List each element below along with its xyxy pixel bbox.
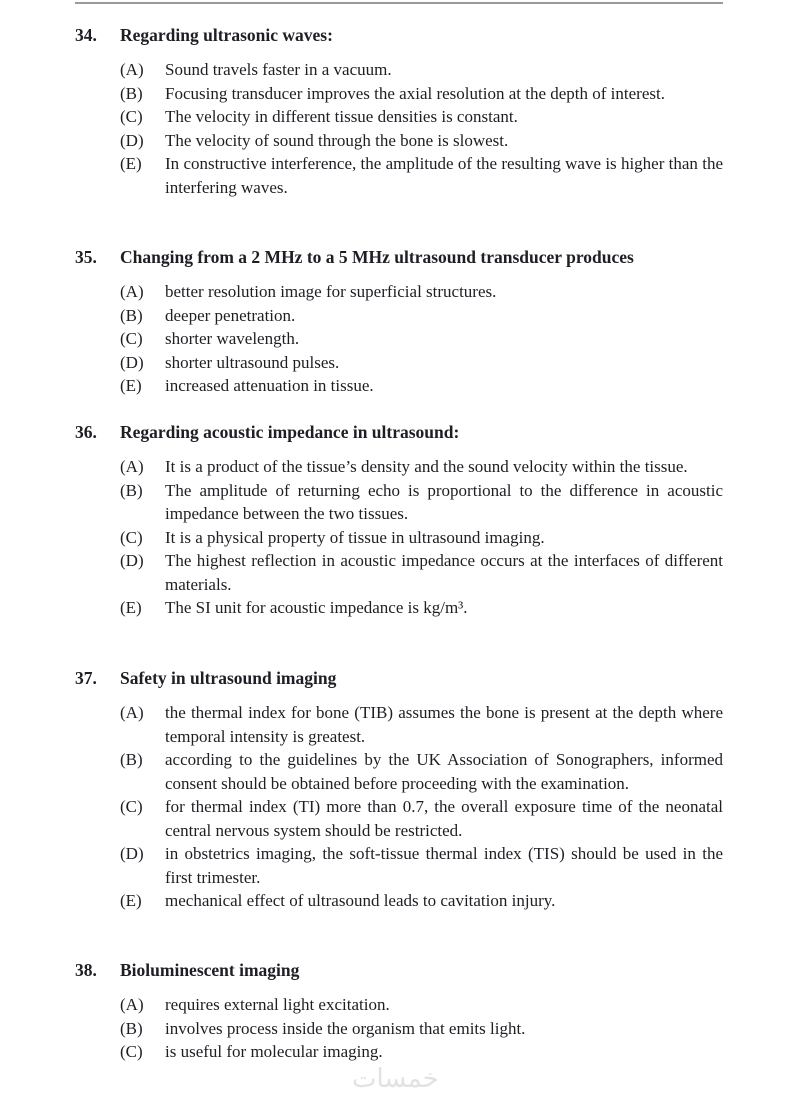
option-item xyxy=(75,479,723,526)
option-item xyxy=(75,889,723,913)
option-item xyxy=(75,1040,723,1064)
options-list xyxy=(75,701,723,913)
question-heading xyxy=(75,958,723,982)
option-text: The amplitude of returning echo is proportional to the difference in acoustic impedance between the two tissues. xyxy=(165,480,723,523)
option-item xyxy=(75,129,723,153)
option-item xyxy=(75,1017,723,1041)
option-text: the thermal index for bone (TIB) assumes the bone is present at the depth where temporal intensity is greatest. xyxy=(165,703,723,746)
top-rule xyxy=(75,2,723,4)
option-item xyxy=(75,280,723,304)
question-title: Changing from a 2 MHz to a 5 MHz ultrasound transducer produces xyxy=(120,247,634,267)
option-letter: (A) xyxy=(120,995,144,1014)
question-heading xyxy=(75,245,723,269)
question-number: 37. xyxy=(75,668,97,688)
options-list xyxy=(75,280,723,398)
option-letter: (A) xyxy=(120,703,144,722)
question-title: Bioluminescent imaging xyxy=(120,960,300,980)
question-number: 36. xyxy=(75,422,97,442)
option-item xyxy=(75,842,723,889)
question-number: 34. xyxy=(75,25,97,45)
question-37 xyxy=(75,666,723,913)
option-item xyxy=(75,105,723,129)
option-item xyxy=(75,701,723,748)
option-text: It is a product of the tissue’s density and the sound velocity within the tissue. xyxy=(165,457,688,476)
option-letter: (D) xyxy=(120,551,144,570)
option-text: is useful for molecular imaging. xyxy=(165,1042,383,1061)
option-letter: (D) xyxy=(120,130,144,150)
option-item xyxy=(75,82,723,106)
option-text: requires external light excitation. xyxy=(165,995,390,1014)
option-item xyxy=(75,526,723,550)
question-title: Safety in ultrasound imaging xyxy=(120,668,337,688)
option-item xyxy=(75,374,723,398)
option-letter: (E) xyxy=(120,891,142,910)
option-item xyxy=(75,304,723,328)
question-34 xyxy=(75,23,723,199)
option-text: The velocity in different tissue densities is constant. xyxy=(165,107,518,126)
question-title: Regarding ultrasonic waves: xyxy=(120,25,333,45)
option-text: The SI unit for acoustic impedance is kg/m³. xyxy=(165,598,468,617)
option-letter: (C) xyxy=(120,797,143,816)
option-text: according to the guidelines by the UK Association of Sonographers, informed consent should be obtained before proceeding with the examination. xyxy=(165,750,723,793)
question-title: Regarding acoustic impedance in ultrasound: xyxy=(120,422,460,442)
option-text: Focusing transducer improves the axial resolution at the depth of interest. xyxy=(165,83,665,103)
option-text: shorter ultrasound pulses. xyxy=(165,352,340,372)
option-letter: (B) xyxy=(120,750,143,769)
option-letter: (C) xyxy=(120,107,143,126)
option-item xyxy=(75,596,723,620)
option-letter: (D) xyxy=(120,352,144,372)
option-letter: (B) xyxy=(120,305,143,325)
option-letter: (E) xyxy=(120,598,142,617)
option-letter: (E) xyxy=(120,154,142,173)
option-letter: (C) xyxy=(120,329,143,348)
question-36 xyxy=(75,420,723,620)
option-letter: (C) xyxy=(120,1042,143,1061)
option-letter: (B) xyxy=(120,1018,143,1038)
option-letter: (A) xyxy=(120,282,144,301)
option-letter: (C) xyxy=(120,527,143,547)
option-item xyxy=(75,748,723,795)
option-text: mechanical effect of ultrasound leads to cavitation injury. xyxy=(165,891,556,910)
option-item xyxy=(75,993,723,1017)
option-text: better resolution image for superficial structures. xyxy=(165,282,497,301)
question-38 xyxy=(75,958,723,1064)
option-letter: (B) xyxy=(120,83,143,103)
option-text: The highest reflection in acoustic impedance occurs at the interfaces of different materials. xyxy=(165,551,723,594)
watermark-logo: خمسات xyxy=(352,1064,439,1094)
option-letter: (D) xyxy=(120,844,144,863)
option-item xyxy=(75,549,723,596)
option-item xyxy=(75,795,723,842)
options-list xyxy=(75,58,723,199)
option-text: involves process inside the organism that emits light. xyxy=(165,1018,526,1038)
options-list xyxy=(75,993,723,1064)
option-text: Sound travels faster in a vacuum. xyxy=(165,60,392,79)
option-text: shorter wavelength. xyxy=(165,329,300,348)
option-text: for thermal index (TI) more than 0.7, the overall exposure time of the neonatal central nervous system should be restricted. xyxy=(165,797,723,840)
question-number: 35. xyxy=(75,247,97,267)
option-text: increased attenuation in tissue. xyxy=(165,376,374,395)
option-text: The velocity of sound through the bone is slowest. xyxy=(165,130,509,150)
option-text: in obstetrics imaging, the soft-tissue thermal index (TIS) should be used in the first trimester. xyxy=(165,844,723,887)
option-item xyxy=(75,327,723,351)
question-35 xyxy=(75,245,723,398)
question-heading xyxy=(75,666,723,690)
option-item xyxy=(75,152,723,199)
option-text: deeper penetration. xyxy=(165,305,296,325)
options-list xyxy=(75,455,723,620)
option-text: In constructive interference, the amplitude of the resulting wave is higher than the interfering waves. xyxy=(165,154,723,197)
option-letter: (A) xyxy=(120,457,144,476)
option-item xyxy=(75,58,723,82)
option-text: It is a physical property of tissue in ultrasound imaging. xyxy=(165,527,545,547)
option-letter: (E) xyxy=(120,376,142,395)
option-letter: (A) xyxy=(120,60,144,79)
question-heading xyxy=(75,420,723,444)
question-number: 38. xyxy=(75,960,97,980)
question-heading xyxy=(75,23,723,47)
option-item xyxy=(75,351,723,375)
option-item xyxy=(75,455,723,479)
option-letter: (B) xyxy=(120,480,143,500)
